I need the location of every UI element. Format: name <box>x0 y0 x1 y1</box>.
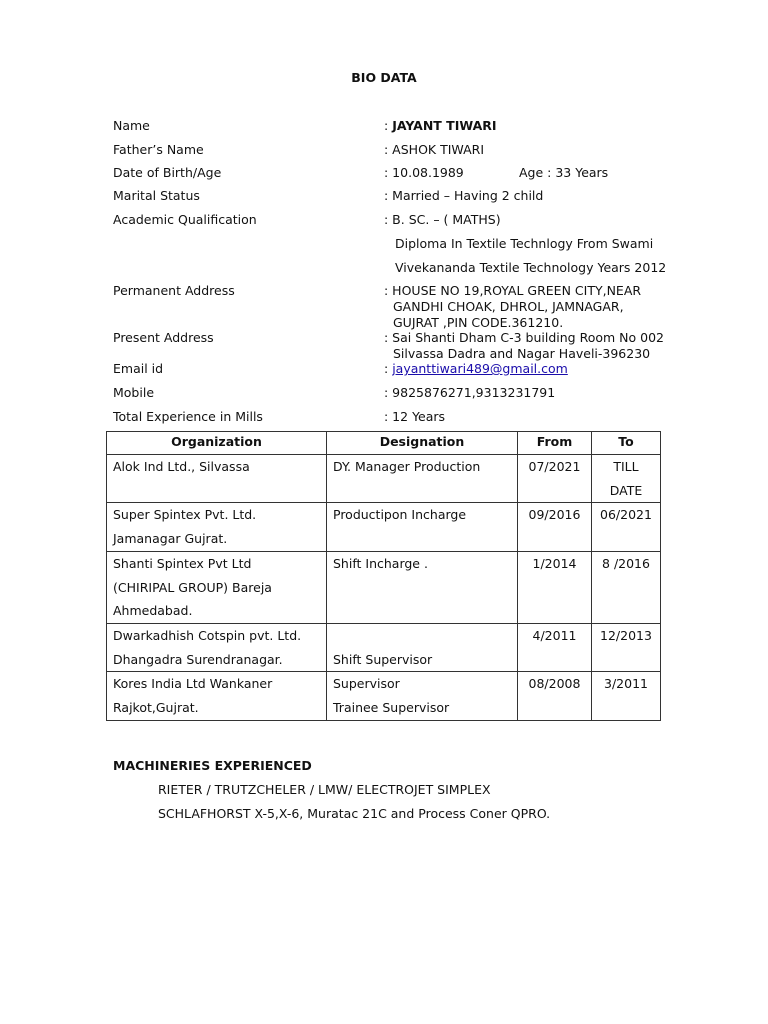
org-cell: Super Spintex Pvt. Ltd. Jamanagar Gujrat. <box>107 503 327 551</box>
marital-label: Marital Status <box>113 188 200 203</box>
table-row <box>107 672 661 720</box>
from-cell: 07/2021 <box>518 455 592 503</box>
perm-address-line-2: GANDHI CHOAK, DHROL, JAMNAGAR, <box>393 299 624 314</box>
to-cell: 3/2011 <box>592 672 661 720</box>
table-row <box>107 455 661 503</box>
father-value: : ASHOK TIWARI <box>384 142 484 157</box>
org-cell: Dwarkadhish Cotspin pvt. Ltd. Dhangadra Surendranagar. <box>107 623 327 671</box>
mobile-row <box>0 385 768 405</box>
email-value: : jayanttiwari489@gmail.com <box>384 361 568 376</box>
designation-cell: Shift Incharge . <box>327 551 518 623</box>
dob-value: : 10.08.1989 <box>384 165 464 180</box>
email-label: Email id <box>113 361 164 376</box>
present-address-value <box>384 330 664 362</box>
perm-address-line-1: : HOUSE NO 19,ROYAL GREEN CITY,NEAR <box>384 283 642 298</box>
to-cell: TILL DATE <box>592 455 661 503</box>
to-cell: 8 /2016 <box>592 551 661 623</box>
marital-row <box>0 188 768 208</box>
academic-value: : B. SC. – ( MATHS) <box>384 212 501 227</box>
to-cell: 12/2013 <box>592 623 661 671</box>
experience-label: Total Experience in Mills <box>113 409 263 424</box>
designation-cell: Supervisor Trainee Supervisor <box>327 672 518 720</box>
email-link[interactable]: jayanttiwari489@gmail.com <box>392 361 568 376</box>
academic-row <box>0 212 768 232</box>
document-title: BIO DATA <box>351 70 417 85</box>
machineries-line-1: RIETER / TRUTZCHELER / LMW/ ELECTROJET SIMPLEX <box>158 782 491 797</box>
father-label: Father’s Name <box>113 142 204 157</box>
from-cell: 08/2008 <box>518 672 592 720</box>
org-cell: Kores India Ltd Wankaner Rajkot,Gujrat. <box>107 672 327 720</box>
present-address-line-2: Silvassa Dadra and Nagar Haveli-396230 <box>393 346 651 361</box>
experience-value: : 12 Years <box>384 409 446 424</box>
perm-address-value <box>384 283 641 331</box>
dob-label: Date of Birth/Age <box>113 165 222 180</box>
machineries-heading: MACHINERIES EXPERIENCED <box>113 758 312 773</box>
table-row <box>107 551 661 623</box>
to-cell: 06/2021 <box>592 503 661 551</box>
from-cell: 4/2011 <box>518 623 592 671</box>
experience-row <box>0 409 768 429</box>
table-row <box>107 503 661 551</box>
age-value: Age : 33 Years <box>519 165 609 180</box>
header-to: To <box>592 432 661 455</box>
table-row <box>107 623 661 671</box>
designation-cell: Productipon Incharge <box>327 503 518 551</box>
header-from: From <box>518 432 592 455</box>
machineries-line-2: SCHLAFHORST X-5,X-6, Muratac 21C and Process Coner QPRO. <box>158 806 551 821</box>
academic-label: Academic Qualification <box>113 212 257 227</box>
perm-address-label: Permanent Address <box>113 283 235 298</box>
marital-value: : Married – Having 2 child <box>384 188 544 203</box>
father-row <box>0 142 768 162</box>
table-header-row <box>107 432 661 455</box>
header-designation: Designation <box>327 432 518 455</box>
org-cell: Shanti Spintex Pvt Ltd (CHIRIPAL GROUP) Bareja Ahmedabad. <box>107 551 327 623</box>
name-label: Name <box>113 118 150 133</box>
present-address-label: Present Address <box>113 330 214 345</box>
designation-cell: DY. Manager Production <box>327 455 518 503</box>
experience-table <box>106 431 661 721</box>
org-cell: Alok Ind Ltd., Silvassa <box>107 455 327 503</box>
dob-row <box>0 165 768 185</box>
mobile-label: Mobile <box>113 385 155 400</box>
name-value: : JAYANT TIWARI <box>384 118 497 133</box>
name-bold: JAYANT TIWARI <box>392 118 497 133</box>
from-cell: 1/2014 <box>518 551 592 623</box>
name-row <box>0 118 768 138</box>
email-row <box>0 361 768 381</box>
mobile-value: : 9825876271,9313231791 <box>384 385 556 400</box>
present-address-line-1: : Sai Shanti Dham C-3 building Room No 002 <box>384 330 664 345</box>
perm-address-line-3: GUJRAT ,PIN CODE.361210. <box>393 315 564 330</box>
header-organization: Organization <box>107 432 327 455</box>
from-cell: 09/2016 <box>518 503 592 551</box>
designation-cell: Shift Supervisor <box>327 623 518 671</box>
academic-line-2: Diploma In Textile Technlogy From Swami <box>395 236 654 251</box>
academic-line-3: Vivekananda Textile Technology Years 2012 <box>395 260 667 275</box>
